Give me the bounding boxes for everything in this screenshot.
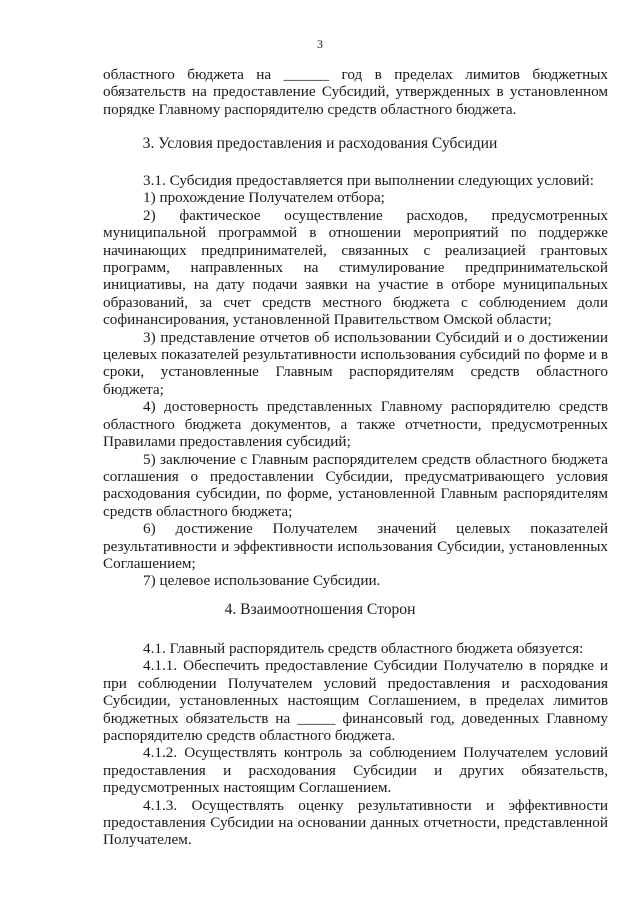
text-line: областного бюджета документов, а также отчетности, предусмотренных [103, 415, 608, 433]
text-line: 7) целевое использование Субсидии. [143, 572, 381, 590]
text-line: 3.1. Субсидия предоставляется при выполнении следующих условий: [143, 172, 594, 189]
text-line: 1) прохождение Получателем отбора; [143, 189, 385, 207]
section-3-body [103, 172, 608, 590]
text-line: 5) заключение с Главным распорядителем средств областного бюджета [143, 450, 608, 468]
text-line: Соглашением; [103, 554, 196, 572]
text-line: 6) достижение Получателем значений целевых показателей [143, 520, 608, 538]
text-line: распорядителю средств областного бюджета. [103, 727, 396, 745]
intro-paragraph [103, 66, 608, 118]
text-line: программ, направленных на стимулирование предпринимательской [103, 259, 608, 277]
text-line: расходования субсидии, по форме, установленной Главным распорядителям [103, 485, 608, 503]
text-line: 4) достоверность представленных Главному распорядителю средств [143, 398, 608, 416]
text-line: средств областного бюджета; [103, 502, 293, 520]
text-line: сроки, установленные Главным распорядителям средств областного [103, 363, 608, 381]
text-line: 3) представление отчетов об использовании Субсидий и о достижении [143, 328, 608, 346]
text-line: порядке Главному распорядителю средств областного бюджета. [103, 100, 517, 118]
text-line: предоставления Субсидии на основании данных отчетности, представленной [103, 814, 608, 832]
text-line: 4.1.3. Осуществлять оценку результативности и эффективности [143, 796, 608, 814]
text-line: соглашения о предоставлении Субсидии, предусматривающего условия [103, 467, 608, 485]
text-line: целевых показателей результативности использования субсидий по форме и в [103, 346, 608, 364]
text-line: Получателем. [103, 831, 192, 849]
text-line: бюджета; [103, 380, 164, 398]
text-line: начинающих предпринимателей, связанных с реализацией грантовых [103, 241, 608, 259]
section-3-title: 3. Условия предоставления и расходования Субсидии [142, 135, 498, 152]
text-line: бюджетных обязательств на _____ финансовый год, доведенных Главному [103, 709, 608, 727]
page-number: 3 [317, 37, 323, 51]
text-line: обязательств на предоставление Субсидий, утвержденных в установленном [103, 83, 608, 101]
section-4-title: 4. Взаимоотношения Сторон [224, 601, 416, 618]
text-line: 4.1.1. Обеспечить предоставление Субсидии Получателю в порядке и [143, 657, 608, 675]
text-line: 4.1.2. Осуществлять контроль за соблюдением Получателем условий [143, 744, 608, 762]
text-line: образований, за счет средств местного бюджета с соблюдением доли [103, 293, 608, 311]
text-line: предоставления и расходования Субсидии и других обязательств, [103, 761, 608, 779]
text-line: софинансирования, установленной Правительством Омской области; [103, 311, 552, 329]
text-line: областного бюджета на ______ год в пределах лимитов бюджетных [103, 66, 608, 83]
text-line: при соблюдении Получателем условий предоставления и расходования [103, 674, 608, 692]
text-line: 2) фактическое осуществление расходов, предусмотренных [143, 206, 608, 224]
text-line: предусмотренных настоящим Соглашением. [103, 779, 392, 797]
text-line: инициативы, на дату подачи заявки на участие в отборе муниципальных [103, 276, 608, 294]
text-line: результативности и эффективности использования Субсидии, установленных [103, 537, 608, 555]
text-line: Субсидии, установленных настоящим Соглашением, в пределах лимитов [103, 692, 608, 710]
text-line: Правилами предоставления субсидий; [103, 433, 351, 451]
text-line: муниципальной программой в отношении мероприятий по поддержке [103, 224, 608, 242]
section-4-body [103, 640, 608, 849]
text-line: 4.1. Главный распорядитель средств областного бюджета обязуется: [143, 640, 584, 657]
